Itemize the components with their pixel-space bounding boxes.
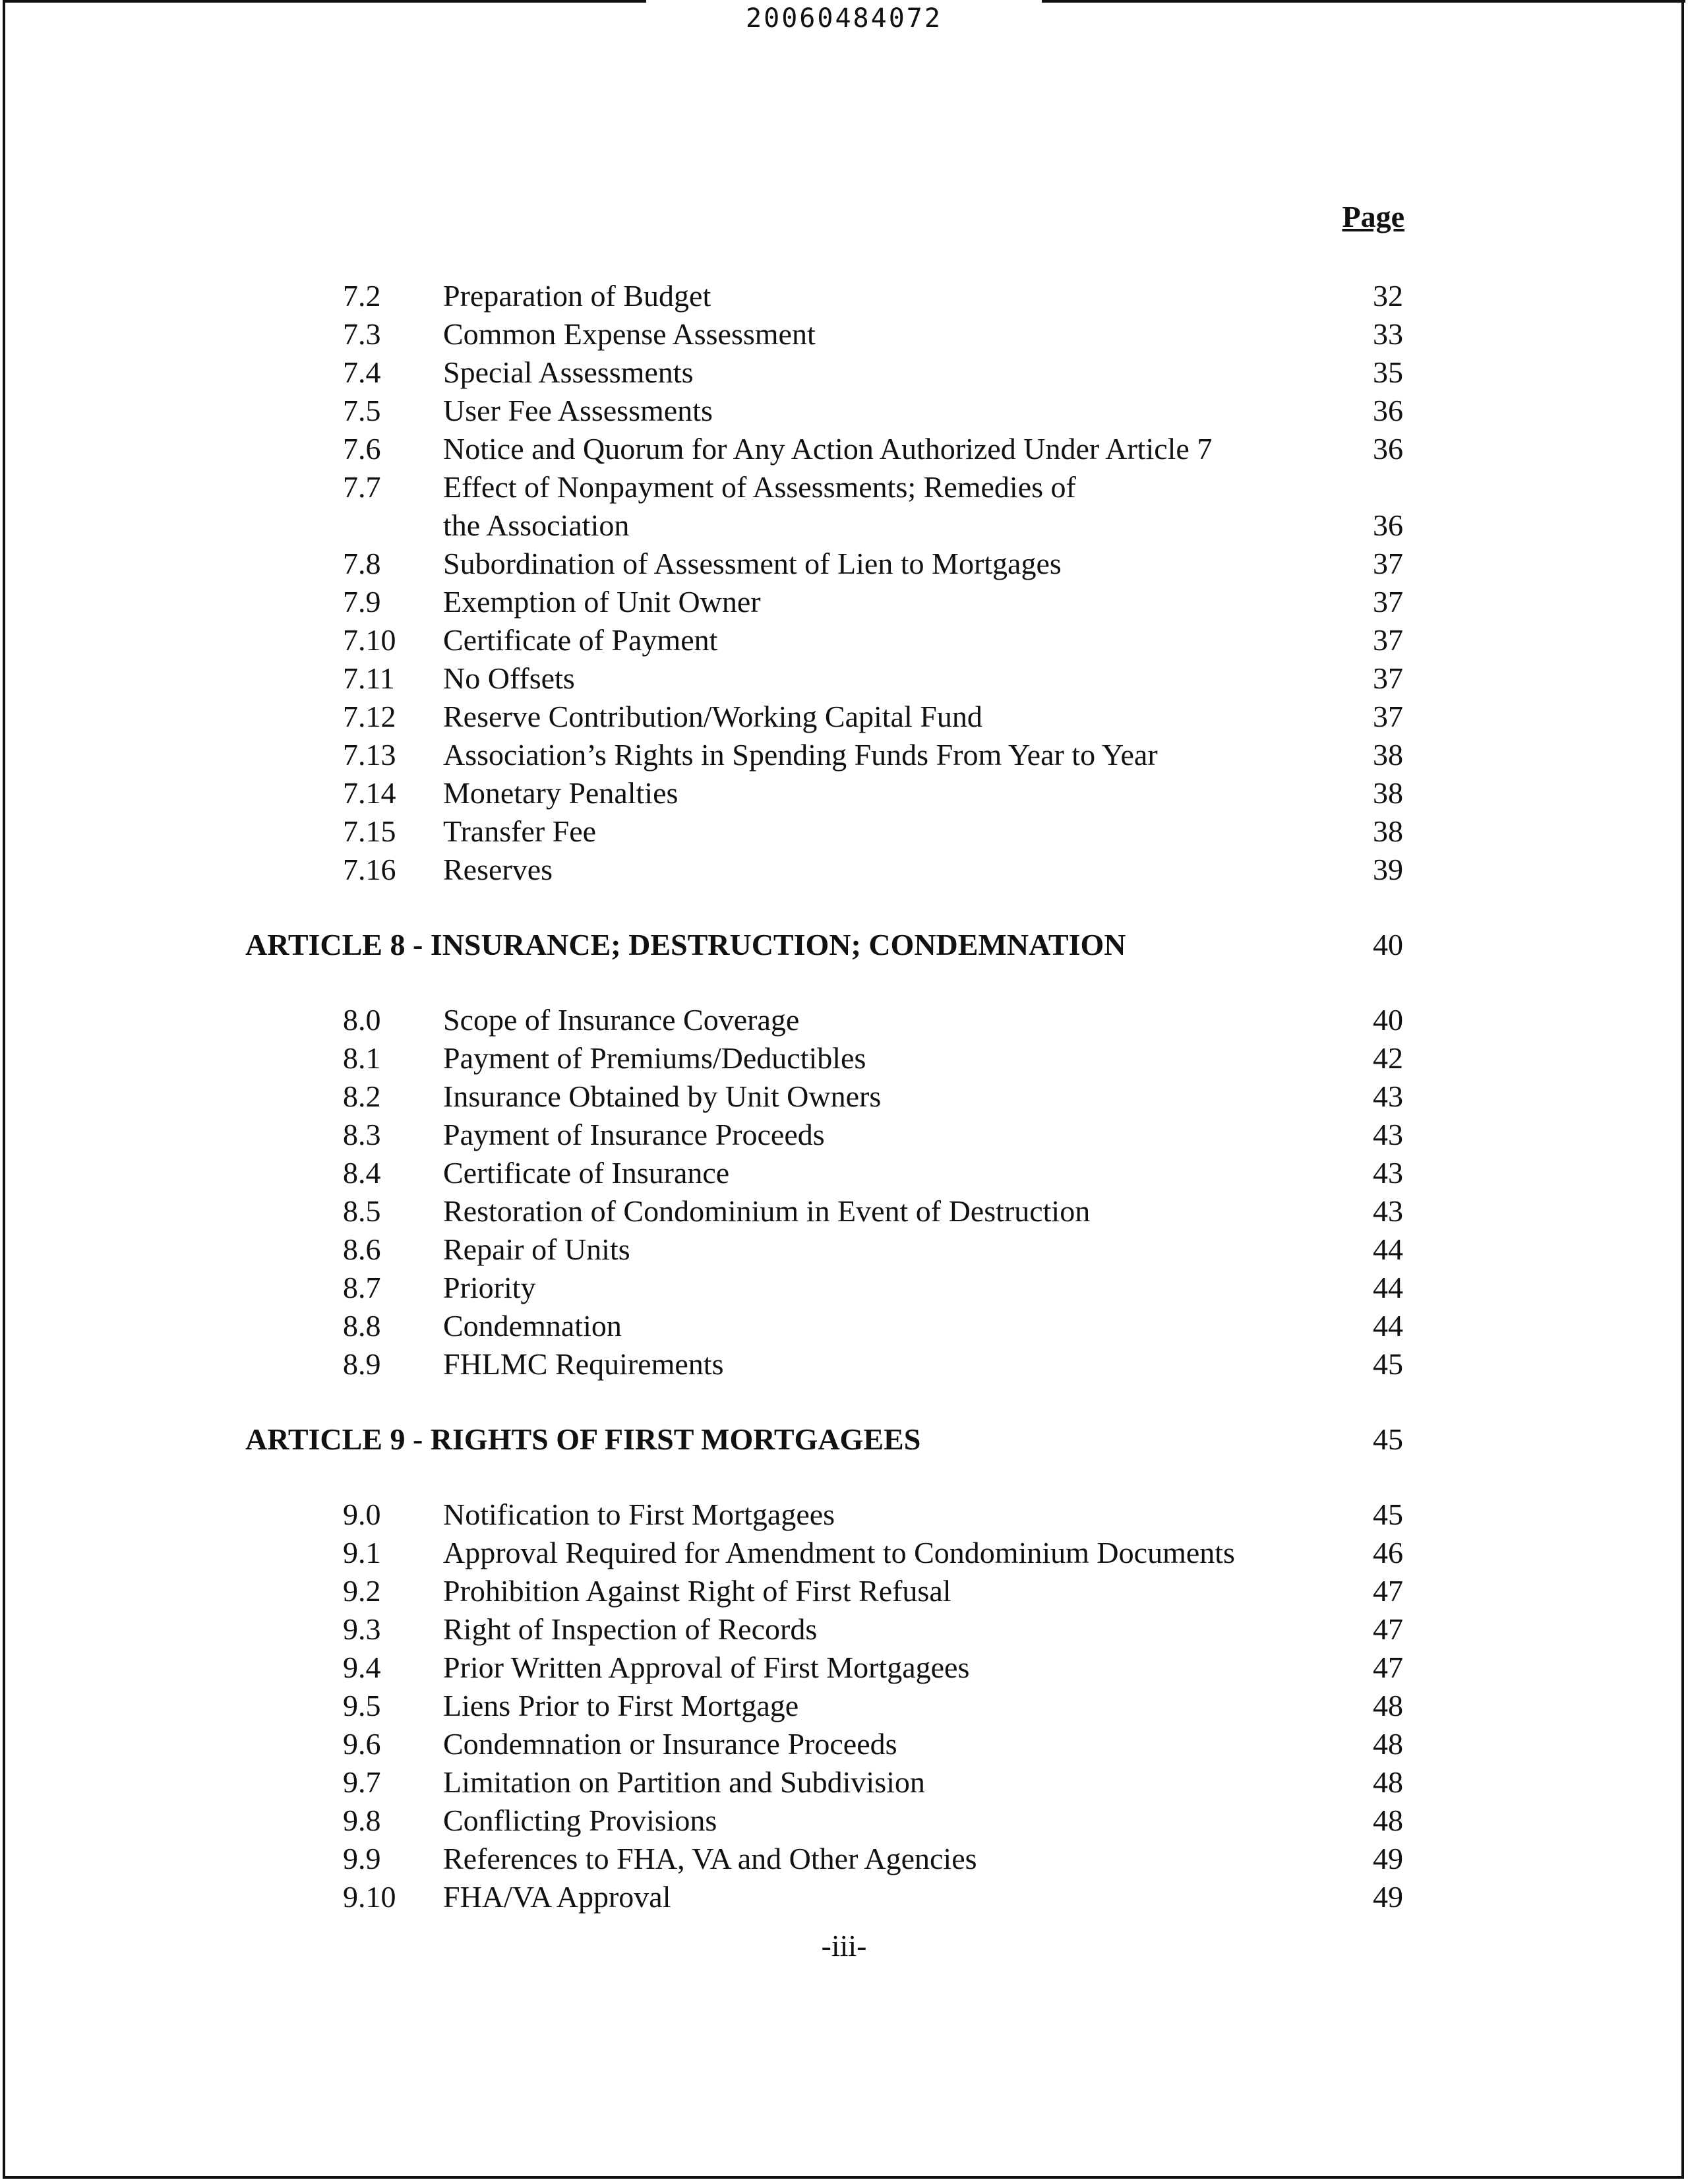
article-title: ARTICLE 8 - INSURANCE; DESTRUCTION; CONDEMNATION — [245, 928, 1126, 961]
section-title: Payment of Insurance Proceeds — [443, 1118, 825, 1151]
page-number: 42 — [1373, 1041, 1403, 1075]
page-number: 36 — [1373, 432, 1403, 466]
section-number: 8.3 — [343, 1118, 381, 1151]
page-number: 45 — [1373, 1498, 1403, 1531]
toc-entry[interactable] — [0, 698, 1688, 736]
toc-entry[interactable] — [0, 1001, 1688, 1039]
section-title: Subordination of Assessment of Lien to Mortgages — [443, 547, 1062, 580]
section-title: Condemnation or Insurance Proceeds — [443, 1727, 897, 1761]
section-number: 7.6 — [343, 432, 381, 466]
section-number: 8.0 — [343, 1003, 381, 1037]
toc-entry[interactable] — [0, 1687, 1688, 1725]
page-number: 46 — [1373, 1536, 1403, 1569]
section-title: Monetary Penalties — [443, 776, 678, 810]
section-number: 7.9 — [343, 585, 381, 619]
toc-entry[interactable] — [0, 1572, 1688, 1610]
page-number: 44 — [1373, 1309, 1403, 1343]
section-title: FHA/VA Approval — [443, 1880, 671, 1914]
toc-entry[interactable] — [0, 1649, 1688, 1687]
toc-entry[interactable] — [0, 774, 1688, 812]
toc-entry[interactable] — [0, 1269, 1688, 1307]
spacer — [0, 1383, 1688, 1420]
section-title: Condemnation — [443, 1309, 622, 1343]
section-number: 7.3 — [343, 317, 381, 351]
toc-entry[interactable] — [0, 659, 1688, 698]
page-number: 37 — [1373, 661, 1403, 695]
page-number: 47 — [1373, 1651, 1403, 1684]
section-number: 7.7 — [343, 470, 381, 504]
section-number: 9.9 — [343, 1842, 381, 1875]
section-title: Certificate of Payment — [443, 623, 718, 657]
toc-entry[interactable] — [0, 812, 1688, 851]
page-number: 38 — [1373, 738, 1403, 772]
page-number: 49 — [1373, 1880, 1403, 1914]
section-number: 7.8 — [343, 547, 381, 580]
page-number: 45 — [1373, 1422, 1403, 1456]
section-number: 7.4 — [343, 355, 381, 389]
section-title: Repair of Units — [443, 1232, 630, 1266]
toc-entry[interactable] — [0, 736, 1688, 774]
section-number: 9.0 — [343, 1498, 381, 1531]
section-title: Special Assessments — [443, 355, 694, 389]
section-title: Liens Prior to First Mortgage — [443, 1689, 799, 1722]
toc-entry[interactable] — [0, 1192, 1688, 1230]
page-number: 49 — [1373, 1842, 1403, 1875]
page-number: 37 — [1373, 700, 1403, 733]
toc-entry[interactable] — [0, 468, 1688, 545]
toc-entry[interactable] — [0, 430, 1688, 468]
section-title: Reserve Contribution/Working Capital Fund — [443, 700, 982, 733]
section-title: No Offsets — [443, 661, 575, 695]
section-title: FHLMC Requirements — [443, 1347, 724, 1381]
page-number: 37 — [1373, 547, 1403, 580]
page-number: 43 — [1373, 1156, 1403, 1190]
page-number: 48 — [1373, 1804, 1403, 1837]
page-number: 43 — [1373, 1079, 1403, 1113]
article-9-heading[interactable] — [0, 1420, 1688, 1459]
article-8-heading[interactable] — [0, 926, 1688, 964]
toc-entry[interactable] — [0, 1534, 1688, 1572]
page-number: 38 — [1373, 814, 1403, 848]
page-number: 48 — [1373, 1727, 1403, 1761]
section-number: 7.13 — [343, 738, 396, 772]
section-number: 9.1 — [343, 1536, 381, 1569]
section-number: 8.4 — [343, 1156, 381, 1190]
page-number: 38 — [1373, 776, 1403, 810]
toc-entry[interactable] — [0, 1725, 1688, 1763]
toc-entry[interactable] — [0, 1496, 1688, 1534]
toc-entry[interactable] — [0, 277, 1688, 315]
toc-entry[interactable] — [0, 1154, 1688, 1192]
spacer — [0, 964, 1688, 1001]
section-title: Preparation of Budget — [443, 279, 711, 313]
section-title: Right of Inspection of Records — [443, 1612, 818, 1646]
section-number: 9.10 — [343, 1880, 396, 1914]
section-title: Payment of Premiums/Deductibles — [443, 1041, 866, 1075]
page-number: 40 — [1373, 928, 1403, 961]
section-number: 7.14 — [343, 776, 396, 810]
toc-entry[interactable] — [0, 392, 1688, 430]
toc-entry[interactable] — [0, 353, 1688, 392]
section-title: Certificate of Insurance — [443, 1156, 730, 1190]
toc-entry[interactable] — [0, 1763, 1688, 1802]
page-number: 47 — [1373, 1612, 1403, 1646]
section-title: Exemption of Unit Owner — [443, 585, 761, 619]
section-number: 9.8 — [343, 1804, 381, 1837]
section-number: 7.11 — [343, 661, 395, 695]
toc-entry[interactable] — [0, 1345, 1688, 1383]
section-title: Reserves — [443, 853, 553, 886]
section-title: Notification to First Mortgagees — [443, 1498, 835, 1531]
section-title: Priority — [443, 1271, 536, 1304]
section-number: 8.2 — [343, 1079, 381, 1113]
page-footer-number: -iii- — [821, 1929, 867, 1962]
page-number: 45 — [1373, 1347, 1403, 1381]
page-number: 32 — [1373, 279, 1403, 313]
toc-entry[interactable] — [0, 1610, 1688, 1649]
section-title-line-2: the Association — [443, 508, 630, 542]
page-number: 43 — [1373, 1118, 1403, 1151]
page-number: 44 — [1373, 1232, 1403, 1266]
section-number: 7.2 — [343, 279, 381, 313]
page-number: 37 — [1373, 585, 1403, 619]
page-number: 37 — [1373, 623, 1403, 657]
section-number: 8.7 — [343, 1271, 381, 1304]
toc-entry[interactable] — [0, 583, 1688, 621]
document-number: 20060484072 — [746, 3, 942, 34]
section-number: 9.7 — [343, 1765, 381, 1799]
section-number: 9.3 — [343, 1612, 381, 1646]
article-title: ARTICLE 9 - RIGHTS OF FIRST MORTGAGEES — [245, 1422, 921, 1456]
page-number: 36 — [1373, 508, 1403, 542]
section-title: Limitation on Partition and Subdivision — [443, 1765, 925, 1799]
toc-entry[interactable] — [0, 1840, 1688, 1878]
toc-entry[interactable] — [0, 315, 1688, 353]
page-number: 44 — [1373, 1271, 1403, 1304]
section-number: 8.5 — [343, 1194, 381, 1228]
toc-entry[interactable] — [0, 621, 1688, 659]
section-title: Scope of Insurance Coverage — [443, 1003, 800, 1037]
section-number: 9.2 — [343, 1574, 381, 1608]
toc-entry[interactable] — [0, 1878, 1688, 1916]
section-number: 8.1 — [343, 1041, 381, 1075]
section-number: 8.8 — [343, 1309, 381, 1343]
section-title: Conflicting Provisions — [443, 1804, 717, 1837]
spacer — [0, 1459, 1688, 1496]
section-title: References to FHA, VA and Other Agencies — [443, 1842, 977, 1875]
section-number: 8.6 — [343, 1232, 381, 1266]
page-number: 36 — [1373, 394, 1403, 427]
section-title: Insurance Obtained by Unit Owners — [443, 1079, 882, 1113]
toc-entry[interactable] — [0, 1077, 1688, 1116]
section-number: 9.5 — [343, 1689, 381, 1722]
section-title: Common Expense Assessment — [443, 317, 816, 351]
page-number: 33 — [1373, 317, 1403, 351]
section-number: 9.4 — [343, 1651, 381, 1684]
section-title: Transfer Fee — [443, 814, 597, 848]
section-number: 7.15 — [343, 814, 396, 848]
section-number: 8.9 — [343, 1347, 381, 1381]
section-title: Notice and Quorum for Any Action Authorized Under Article 7 — [443, 432, 1213, 466]
section-title-line-1: Effect of Nonpayment of Assessments; Remedies of — [443, 470, 1076, 504]
section-number: 7.5 — [343, 394, 381, 427]
section-title: Approval Required for Amendment to Condominium Documents — [443, 1536, 1235, 1569]
section-title: Association’s Rights in Spending Funds From Year to Year — [443, 738, 1158, 772]
toc-entry[interactable] — [0, 1039, 1688, 1077]
page-number: 40 — [1373, 1003, 1403, 1037]
section-number: 9.6 — [343, 1727, 381, 1761]
section-title: Prior Written Approval of First Mortgagees — [443, 1651, 970, 1684]
toc-entry[interactable] — [0, 545, 1688, 583]
table-of-contents — [0, 277, 1688, 1916]
section-title: User Fee Assessments — [443, 394, 713, 427]
page-number: 47 — [1373, 1574, 1403, 1608]
toc-entry[interactable] — [0, 1116, 1688, 1154]
section-title: Restoration of Condominium in Event of Destruction — [443, 1194, 1091, 1228]
section-number: 7.12 — [343, 700, 396, 733]
toc-entry[interactable] — [0, 1802, 1688, 1840]
page-number: 43 — [1373, 1194, 1403, 1228]
toc-entry[interactable] — [0, 851, 1688, 889]
section-number: 7.10 — [343, 623, 396, 657]
toc-entry[interactable] — [0, 1230, 1688, 1269]
page-number: 48 — [1373, 1689, 1403, 1722]
page-number: 48 — [1373, 1765, 1403, 1799]
section-title: Prohibition Against Right of First Refusal — [443, 1574, 951, 1608]
spacer — [0, 889, 1688, 926]
page-number: 35 — [1373, 355, 1403, 389]
toc-entry[interactable] — [0, 1307, 1688, 1345]
section-number: 7.16 — [343, 853, 396, 886]
page-column-heading: Page — [1342, 200, 1404, 233]
page-number: 39 — [1373, 853, 1403, 886]
